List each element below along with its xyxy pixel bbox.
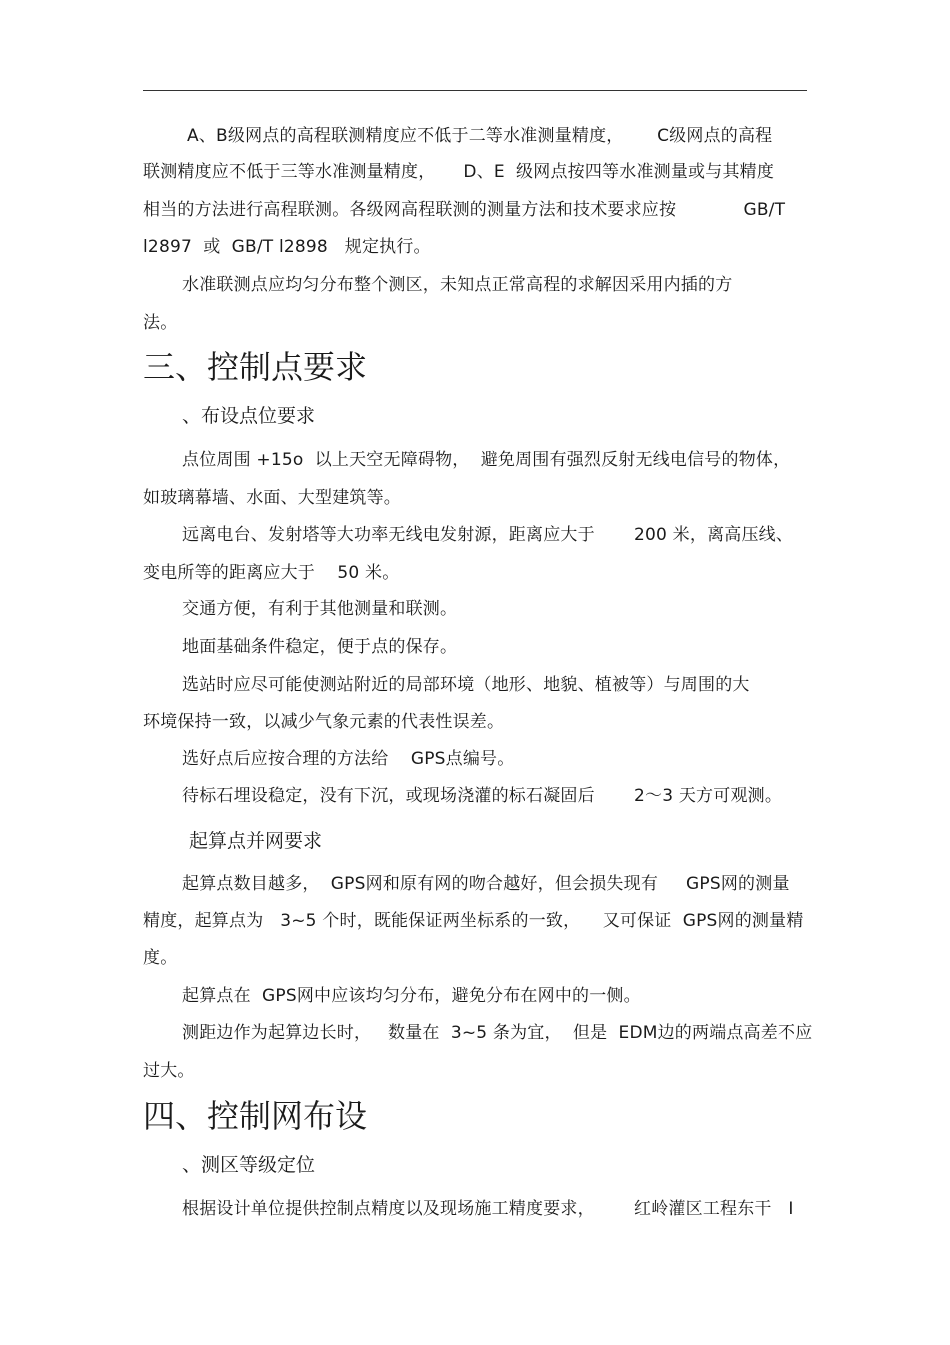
text-line: 远离电台、发射塔等大功率无线电发射源，距离应大于 200 米，离高压线、 [182, 525, 794, 545]
text-line: 相当的方法进行高程联测。各级网高程联测的测量方法和技术要求应按 GB∕T [143, 200, 786, 220]
text-line: 选好点后应按合理的方法给 GPS点编号。 [182, 749, 515, 769]
subsection-heading: 起算点并网要求 [189, 830, 323, 852]
text-line: 交通方便，有利于其他测量和联测。 [182, 599, 458, 619]
text-line: 变电所等的距离应大于 50 米。 [143, 563, 400, 583]
text-line: 法。 [143, 313, 178, 333]
text-line: 环境保持一致，以减少气象元素的代表性误差。 [143, 712, 505, 732]
header-rule [143, 90, 807, 91]
text-line: 点位周围 +15o 以上天空无障碍物， 避免周围有强烈反射无线电信号的物体， [182, 450, 791, 470]
text-line: l2897 或 GB∕T l2898 规定执行。 [143, 237, 431, 257]
text-line: 选站时应尽可能使测站附近的局部环境（地形、地貌、植被等）与周围的大 [182, 675, 750, 695]
subsection-heading: 、测区等级定位 [182, 1154, 316, 1176]
section-heading: 四、控制网布设 [143, 1097, 368, 1135]
text-line: A、B级网点的高程联测精度应不低于二等水准测量精度， C级网点的高程 [187, 126, 773, 146]
text-line: 起算点在 GPS网中应该均匀分布，避免分布在网中的一侧。 [182, 986, 641, 1006]
subsection-heading: 、布设点位要求 [182, 405, 316, 427]
text-line: 地面基础条件稳定，便于点的保存。 [182, 637, 458, 657]
text-line: 精度，起算点为 3~5 个时，既能保证两坐标系的一致， 又可保证 GPS网的测量精 [143, 911, 804, 931]
text-line: 水准联测点应均匀分布整个测区，未知点正常高程的求解因采用内插的方 [182, 275, 733, 295]
text-line: 测距边作为起算边长时， 数量在 3~5 条为宜， 但是 EDM边的两端点高差不应 [182, 1023, 813, 1043]
section-heading: 三、控制点要求 [143, 348, 368, 386]
text-line: 起算点数目越多， GPS网和原有网的吻合越好，但会损失现有 GPS网的测量 [182, 874, 790, 894]
text-line: 联测精度应不低于三等水准测量精度， D、E 级网点按四等水准测量或与其精度 [143, 162, 775, 182]
text-line: 度。 [143, 948, 178, 968]
text-line: 如玻璃幕墙、水面、大型建筑等。 [143, 488, 401, 508]
text-line: 根据设计单位提供控制点精度以及现场施工精度要求， 红岭灌区工程东干 Ⅰ [182, 1199, 794, 1219]
text-line: 过大。 [143, 1061, 195, 1081]
text-line: 待标石埋设稳定，没有下沉，或现场浇灌的标石凝固后 2～3 天方可观测。 [182, 786, 783, 806]
